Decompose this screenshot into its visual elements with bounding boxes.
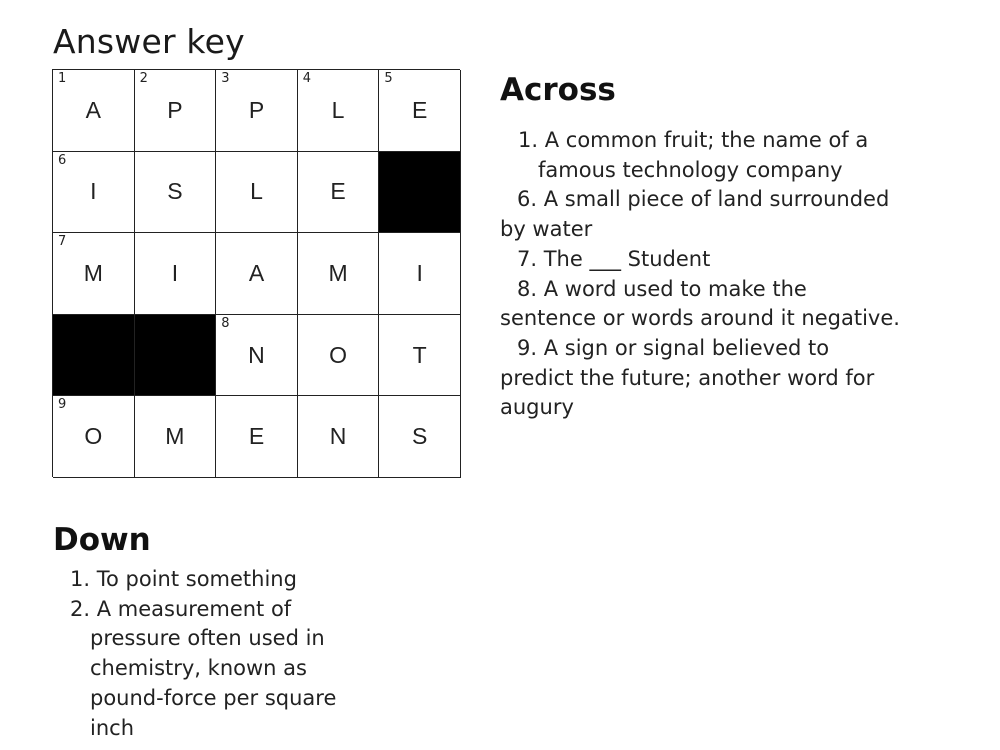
down-clue xyxy=(70,565,370,595)
grid-cell xyxy=(379,315,461,397)
clue-number: 1. xyxy=(70,567,91,591)
cell-letter: I xyxy=(416,259,423,286)
grid-cell xyxy=(379,396,461,478)
cell-letter: S xyxy=(167,178,183,205)
down-clue-list xyxy=(70,565,370,743)
across-clue xyxy=(500,275,900,334)
cell-letter: L xyxy=(250,178,263,205)
grid-cell xyxy=(298,315,380,397)
down-clue xyxy=(70,595,370,744)
clue-number: 2. xyxy=(70,596,91,621)
cell-letter: P xyxy=(167,96,183,123)
clue-number: 1. xyxy=(518,128,539,152)
cell-number: 6 xyxy=(58,152,67,168)
grid-cell xyxy=(216,315,298,397)
cell-letter: O xyxy=(84,423,103,450)
cell-number: 1 xyxy=(58,71,67,86)
cell-letter: S xyxy=(412,423,428,450)
clue-number: 9. xyxy=(517,335,538,360)
cell-letter: I xyxy=(90,178,97,205)
across-clue xyxy=(500,245,900,275)
cell-letter: M xyxy=(165,423,185,450)
clue-number: 6. xyxy=(517,187,538,212)
grid-cell xyxy=(216,70,298,152)
grid-cell xyxy=(379,233,461,315)
black-square xyxy=(53,315,135,397)
cell-letter: N xyxy=(329,423,347,450)
cell-number: 8 xyxy=(221,315,230,331)
across-clue xyxy=(500,126,900,185)
grid-cell xyxy=(53,396,135,478)
cell-letter: E xyxy=(330,178,346,205)
cell-number: 9 xyxy=(58,397,67,413)
across-clue xyxy=(500,334,900,423)
down-heading: Down xyxy=(53,522,151,558)
cell-letter: P xyxy=(248,96,265,123)
across-heading: Across xyxy=(500,72,616,108)
cell-letter: O xyxy=(329,341,348,368)
cell-number: 2 xyxy=(139,71,148,86)
grid-cell xyxy=(53,233,135,315)
cell-number: 3 xyxy=(221,71,230,86)
clue-text: A sign or signal believed to predict the future; another word for augury xyxy=(500,335,875,420)
cell-number: 5 xyxy=(384,71,393,86)
cell-letter: A xyxy=(85,96,101,123)
cell-letter: M xyxy=(328,259,348,286)
cell-letter: E xyxy=(412,96,428,123)
grid-cell xyxy=(53,152,135,234)
cell-letter: T xyxy=(412,341,427,368)
cell-letter: E xyxy=(248,423,265,450)
grid-cell xyxy=(298,70,380,152)
grid-cell xyxy=(216,152,298,234)
grid-cell xyxy=(135,233,217,315)
grid-cell xyxy=(298,233,380,315)
grid-cell xyxy=(216,396,298,478)
cell-letter: L xyxy=(331,96,345,123)
clue-text: A common fruit; the name of a famous technology company xyxy=(538,128,869,182)
clue-number: 7. xyxy=(517,246,538,271)
grid-cell xyxy=(135,396,217,478)
clue-text: To point something xyxy=(96,567,297,591)
cell-letter: A xyxy=(248,259,265,286)
black-square xyxy=(135,315,217,397)
clue-text: The ___ Student xyxy=(543,246,711,271)
page-title: Answer key xyxy=(53,22,245,61)
clue-text: A small piece of land surrounded by water xyxy=(500,187,890,242)
cell-number: 4 xyxy=(302,71,312,86)
across-clue-list xyxy=(500,126,900,423)
grid-cell xyxy=(216,233,298,315)
crossword-grid xyxy=(52,69,460,477)
grid-cell xyxy=(53,70,135,152)
clue-text: A measurement of pressure often used in chemistry, known as pound-force per square inch xyxy=(90,596,337,740)
cell-letter: N xyxy=(248,341,265,368)
cell-number: 7 xyxy=(58,234,67,250)
black-square xyxy=(379,152,461,234)
across-clue xyxy=(500,185,900,244)
grid-cell xyxy=(135,70,217,152)
grid-cell xyxy=(298,152,380,234)
grid-cell xyxy=(379,70,461,152)
cell-letter: I xyxy=(171,259,179,286)
grid-cell xyxy=(298,396,380,478)
cell-letter: M xyxy=(83,259,103,286)
grid-cell xyxy=(135,152,217,234)
clue-number: 8. xyxy=(517,276,538,301)
clue-text: A word used to make the sentence or words around it negative. xyxy=(500,276,900,331)
